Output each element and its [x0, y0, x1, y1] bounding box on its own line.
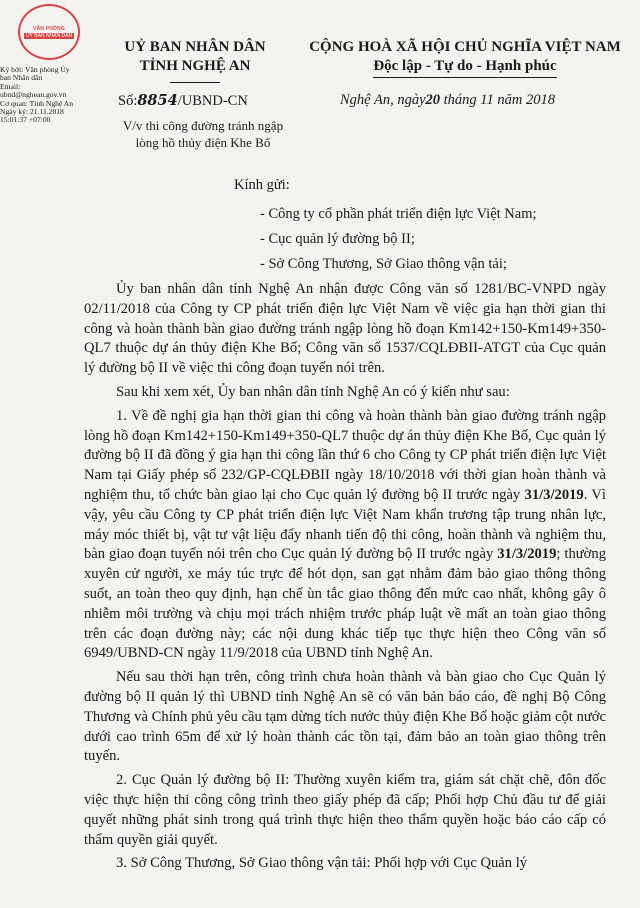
document-body — [84, 280, 606, 878]
doc-no-handwritten: 8854 — [137, 92, 178, 109]
body-paragraph-6: 3. Sở Công Thương, Sở Giao thông vận tải: Phối hợp với Cục Quản lý — [116, 855, 528, 872]
date-prefix: Nghệ An, ngày — [340, 92, 426, 108]
body-paragraph-5: 2. Cục Quản lý đường bộ II: Thường xuyên kiểm tra, giám sát chặt chẽ, đôn đốc việc thực hiện thi công công trình theo giấy phép đã cấp; Phối hợp Chủ đầu tư để giải quyết những phát sinh trong quá trình thực hiện theo thẩm quyền hoặc báo cáo cấp có thẩm quyền giải quyết. — [84, 772, 606, 848]
recipient-item: - Sở Công Thương, Sở Giao thông vận tải; — [260, 256, 507, 272]
p3-text: . Vì vậy, yêu cầu Công ty CP phát triển điện lực Việt Nam khẩn trương tập trung nhân lực, máy móc thiết bị, vật tư vật liệu đẩy nhanh tiến độ thi công, hoàn thành và nghiệm thu, bàn giao đoạn tuyến nói trên cho Cục quản lý đường bộ II trước ngày — [84, 486, 606, 563]
sig-line: Ký bởi: Văn phòng Ủy — [0, 65, 70, 74]
doc-no-prefix: Số: — [118, 93, 138, 109]
org-line1: UỶ BAN NHÂN DÂN — [124, 39, 266, 55]
body-paragraph-1: Ủy ban nhân dân tỉnh Nghệ An nhận được Công văn số 1281/BC-VNPD ngày 02/11/2018 của Công ty CP phát triển điện lực Việt Nam về việc gia hạn thời gian thi công và hoàn thành bàn giao đường tránh ngập lòng hồ đoạn Km142+150-Km149+350-QL7 thuộc dự án thủy điện Khe Bố; Công văn số 1537/CQLĐBII-ATGT của Cục quản lý đường bộ II về việc thi công đoạn tuyến nói trên. — [84, 281, 606, 377]
date-day-handwritten: 20 — [425, 92, 441, 108]
nation-title: CỘNG HOÀ XÃ HỘI CHỦ NGHĨA VIỆT NAM — [309, 39, 621, 55]
document-number — [118, 92, 248, 110]
body-paragraph-3 — [84, 407, 606, 664]
digital-signature-block — [0, 66, 100, 125]
recipient-item: - Công ty cổ phần phát triển điện lực Việt Nam; — [260, 206, 537, 222]
p3-deadline: 31/3/2019 — [524, 486, 584, 503]
subject-line2: lòng hồ thủy điện Khe Bố — [135, 135, 271, 150]
national-header — [290, 38, 640, 78]
org-underline — [170, 82, 220, 83]
p3-deadline: 31/3/2019 — [497, 546, 557, 563]
sig-line: Ngày ký: 21.11.2018 — [0, 107, 64, 117]
body-paragraph-2: Sau khi xem xét, Ủy ban nhân dân tỉnh Nghệ An có ý kiến như sau: — [116, 383, 510, 400]
sig-line: Cơ quan: Tỉnh Nghệ An — [0, 98, 74, 108]
sig-line: Email: — [0, 81, 21, 91]
office-stamp — [18, 4, 80, 60]
nation-motto: Độc lập - Tự do - Hạnh phúc — [373, 57, 556, 78]
subject-line1: V/v thi công đường tránh ngập — [122, 118, 284, 133]
recipient-item: - Cục quản lý đường bộ II; — [260, 231, 415, 247]
recipients-list — [260, 202, 537, 277]
date-suffix: tháng 11 năm 2018 — [443, 92, 555, 108]
sig-line: 15:01:37 +07:00 — [0, 115, 51, 125]
stamp-line1: VĂN PHÒNG — [32, 25, 66, 32]
stamp-line2: UỶ BAN NHÂN DÂN — [25, 32, 73, 39]
sig-line: ban Nhân dân — [0, 73, 43, 83]
doc-no-suffix: /UBND-CN — [177, 93, 248, 109]
issuing-organization — [110, 38, 280, 76]
document-date — [340, 92, 555, 109]
body-paragraph-4: Nếu sau thời hạn trên, công trình chưa hoàn thành và bàn giao cho Cục Quản lý đường bộ II quản lý thì UBND tỉnh Nghệ An sẽ có văn bản báo cáo, đề nghị Bộ Công Thương và Chính phủ yêu cầu tạm dừng tích nước thủy điện Khe Bố hoặc giảm cột nước dưới cao trình 65m để xử lý hoàn thành các tồn tại, đảm bảo an toàn giao thông trên tuyến. — [84, 669, 606, 765]
recipients-label: Kính gửi: — [234, 177, 290, 193]
p3-text: ; thường xuyên cử người, xe máy túc trực để hót dọn, san gạt nhằm đảm bảo giao thông thông suốt, an toàn theo quy định, hạn chế ùn tắc giao thông đến mức cao nhất, không gây ô nhiễm môi trường và chịu mọi trách nhiệm trước pháp luật về mất an toàn giao thông trên các đoạn đường này; các nội dung khác tiếp tục thực hiện theo Công văn số 6949/UBND-CN ngày 11/9/2018 của UBND tỉnh Nghệ An. — [84, 546, 606, 662]
document-subject — [108, 117, 298, 151]
p3-text: 1. Về đề nghị gia hạn thời gian thi công và hoàn thành bàn giao đường tránh ngập lòng hồ đoạn Km142+150-Km149+350-QL7 thuộc dự án thủy điện Khe Bố, Cục quản lý đường bộ II đã đồng ý gia hạn thi công lần thứ 6 cho Công ty CP phát triển điện lực Việt Nam tại Giấy phép số 232/GP-CQLĐBII ngày 18/10/2018 với thời gian hoàn thành và nghiệm thu, tổ chức bàn giao lại cho Cục quản lý đường bộ II trước ngày — [84, 407, 606, 503]
sig-line: ubnd@nghean.gov.vn — [0, 90, 67, 100]
org-line2: TỈNH NGHỆ AN — [139, 58, 251, 74]
